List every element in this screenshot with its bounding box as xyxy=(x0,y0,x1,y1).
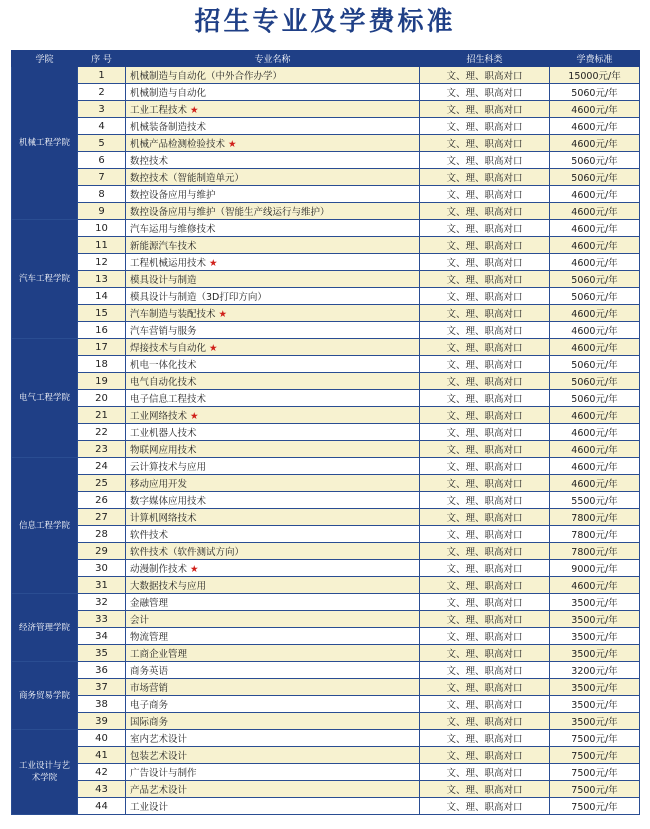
row-number: 43 xyxy=(78,781,126,798)
row-number: 10 xyxy=(78,220,126,237)
fee-cell: 7800元/年 xyxy=(550,526,640,543)
row-number: 3 xyxy=(78,101,126,118)
major-cell xyxy=(126,254,420,271)
major-cell xyxy=(126,84,420,101)
major-cell xyxy=(126,424,420,441)
major-name: 物流管理 xyxy=(130,632,169,643)
major-name: 物联网应用技术 xyxy=(130,445,197,456)
table-row xyxy=(12,594,640,611)
fee-cell: 5060元/年 xyxy=(550,152,640,169)
row-number: 44 xyxy=(78,798,126,815)
row-number: 14 xyxy=(78,288,126,305)
row-number: 8 xyxy=(78,186,126,203)
table-row xyxy=(12,152,640,169)
fee-cell: 5060元/年 xyxy=(550,84,640,101)
subjects-cell: 文、理、职高对口 xyxy=(420,526,550,543)
major-cell xyxy=(126,322,420,339)
fee-cell: 4600元/年 xyxy=(550,118,640,135)
major-name: 电子商务 xyxy=(130,700,169,711)
major-cell xyxy=(126,339,420,356)
major-name: 数控设备应用与维护 xyxy=(130,190,216,201)
row-number: 34 xyxy=(78,628,126,645)
star-icon: ★ xyxy=(190,564,199,575)
row-number: 22 xyxy=(78,424,126,441)
major-name: 电子信息工程技术 xyxy=(130,394,207,405)
major-cell xyxy=(126,679,420,696)
page-title: 招生专业及学费标准 xyxy=(194,7,456,37)
row-number: 13 xyxy=(78,271,126,288)
row-number: 21 xyxy=(78,407,126,424)
major-name: 数控技术 xyxy=(130,156,169,167)
row-number: 37 xyxy=(78,679,126,696)
table-row xyxy=(12,135,640,152)
fee-cell: 3500元/年 xyxy=(550,713,640,730)
fee-cell: 4600元/年 xyxy=(550,186,640,203)
major-name: 机电一体化技术 xyxy=(130,360,197,371)
header-major: 专业名称 xyxy=(126,51,420,67)
row-number: 40 xyxy=(78,730,126,747)
major-cell xyxy=(126,186,420,203)
major-cell xyxy=(126,747,420,764)
row-number: 12 xyxy=(78,254,126,271)
major-cell xyxy=(126,390,420,407)
major-cell xyxy=(126,645,420,662)
major-name: 模具设计与制造 xyxy=(130,275,197,286)
subjects-cell: 文、理、职高对口 xyxy=(420,322,550,339)
table-row xyxy=(12,305,640,322)
major-cell xyxy=(126,611,420,628)
subjects-cell: 文、理、职高对口 xyxy=(420,696,550,713)
major-cell xyxy=(126,356,420,373)
table-row xyxy=(12,84,640,101)
subjects-cell: 文、理、职高对口 xyxy=(420,118,550,135)
major-name: 机械装备制造技术 xyxy=(130,122,207,133)
fee-cell: 7500元/年 xyxy=(550,781,640,798)
table-row xyxy=(12,543,640,560)
major-name: 软件技术 xyxy=(130,530,169,541)
subjects-cell: 文、理、职高对口 xyxy=(420,339,550,356)
subjects-cell: 文、理、职高对口 xyxy=(420,424,550,441)
fee-cell: 3500元/年 xyxy=(550,679,640,696)
subjects-cell: 文、理、职高对口 xyxy=(420,288,550,305)
row-number: 5 xyxy=(78,135,126,152)
row-number: 28 xyxy=(78,526,126,543)
fee-cell: 4600元/年 xyxy=(550,305,640,322)
fee-cell: 4600元/年 xyxy=(550,441,640,458)
major-cell xyxy=(126,594,420,611)
subjects-cell: 文、理、职高对口 xyxy=(420,679,550,696)
major-name: 工业工程技术 xyxy=(130,105,188,116)
table-row xyxy=(12,645,640,662)
star-icon: ★ xyxy=(190,105,199,116)
major-cell xyxy=(126,373,420,390)
table-row xyxy=(12,526,640,543)
row-number: 17 xyxy=(78,339,126,356)
fee-cell: 5500元/年 xyxy=(550,492,640,509)
major-cell xyxy=(126,492,420,509)
table-row xyxy=(12,237,640,254)
row-number: 15 xyxy=(78,305,126,322)
fee-cell: 3500元/年 xyxy=(550,594,640,611)
subjects-cell: 文、理、职高对口 xyxy=(420,390,550,407)
major-cell xyxy=(126,237,420,254)
fee-cell: 5060元/年 xyxy=(550,169,640,186)
fee-cell: 15000元/年 xyxy=(550,67,640,84)
subjects-cell: 文、理、职高对口 xyxy=(420,492,550,509)
major-name: 大数据技术与应用 xyxy=(130,581,207,592)
fee-cell: 5060元/年 xyxy=(550,373,640,390)
major-cell xyxy=(126,628,420,645)
table-row xyxy=(12,118,640,135)
major-name: 云计算技术与应用 xyxy=(130,462,207,473)
major-cell xyxy=(126,101,420,118)
subjects-cell: 文、理、职高对口 xyxy=(420,305,550,322)
subjects-cell: 文、理、职高对口 xyxy=(420,237,550,254)
college-cell: 机械工程学院 xyxy=(12,67,78,220)
subjects-cell: 文、理、职高对口 xyxy=(420,713,550,730)
major-cell xyxy=(126,271,420,288)
row-number: 25 xyxy=(78,475,126,492)
major-name: 计算机网络技术 xyxy=(130,513,197,524)
major-name: 数字媒体应用技术 xyxy=(130,496,207,507)
table-row xyxy=(12,288,640,305)
fee-cell: 4600元/年 xyxy=(550,424,640,441)
fee-cell: 7500元/年 xyxy=(550,747,640,764)
table-row xyxy=(12,730,640,747)
row-number: 6 xyxy=(78,152,126,169)
row-number: 39 xyxy=(78,713,126,730)
row-number: 33 xyxy=(78,611,126,628)
college-cell: 电气工程学院 xyxy=(12,339,78,458)
subjects-cell: 文、理、职高对口 xyxy=(420,254,550,271)
subjects-cell: 文、理、职高对口 xyxy=(420,798,550,815)
table-row xyxy=(12,662,640,679)
table-body xyxy=(12,67,640,815)
fee-cell: 4600元/年 xyxy=(550,254,640,271)
row-number: 18 xyxy=(78,356,126,373)
table-row xyxy=(12,373,640,390)
row-number: 42 xyxy=(78,764,126,781)
table-row xyxy=(12,407,640,424)
table-row xyxy=(12,696,640,713)
major-cell xyxy=(126,730,420,747)
major-name: 移动应用开发 xyxy=(130,479,188,490)
major-name: 工业机器人技术 xyxy=(130,428,197,439)
fee-cell: 4600元/年 xyxy=(550,577,640,594)
subjects-cell: 文、理、职高对口 xyxy=(420,645,550,662)
table-row xyxy=(12,509,640,526)
major-name: 数控设备应用与维护（智能生产线运行与维护） xyxy=(130,207,330,218)
fee-cell: 7500元/年 xyxy=(550,764,640,781)
major-name: 模具设计与制造（3D打印方向） xyxy=(130,292,267,303)
row-number: 2 xyxy=(78,84,126,101)
college-cell: 汽车工程学院 xyxy=(12,220,78,339)
major-name: 工程机械运用技术 xyxy=(130,258,207,269)
table-row xyxy=(12,339,640,356)
table-row xyxy=(12,356,640,373)
subjects-cell: 文、理、职高对口 xyxy=(420,271,550,288)
major-name: 商务英语 xyxy=(130,666,169,677)
major-cell xyxy=(126,577,420,594)
college-cell: 经济管理学院 xyxy=(12,594,78,662)
star-icon: ★ xyxy=(190,411,199,422)
major-name: 工业设计 xyxy=(130,802,169,813)
table-row xyxy=(12,679,640,696)
table-row xyxy=(12,560,640,577)
fee-cell: 4600元/年 xyxy=(550,407,640,424)
table-row xyxy=(12,492,640,509)
fee-cell: 4600元/年 xyxy=(550,135,640,152)
tuition-table xyxy=(11,50,640,815)
major-name: 广告设计与制作 xyxy=(130,768,197,779)
major-cell xyxy=(126,135,420,152)
row-number: 20 xyxy=(78,390,126,407)
major-name: 动漫制作技术 xyxy=(130,564,188,575)
subjects-cell: 文、理、职高对口 xyxy=(420,135,550,152)
fee-cell: 4600元/年 xyxy=(550,322,640,339)
fee-cell: 5060元/年 xyxy=(550,271,640,288)
major-name: 产品艺术设计 xyxy=(130,785,188,796)
row-number: 24 xyxy=(78,458,126,475)
row-number: 9 xyxy=(78,203,126,220)
subjects-cell: 文、理、职高对口 xyxy=(420,441,550,458)
star-icon: ★ xyxy=(218,309,228,320)
row-number: 19 xyxy=(78,373,126,390)
row-number: 27 xyxy=(78,509,126,526)
major-cell xyxy=(126,118,420,135)
major-cell xyxy=(126,781,420,798)
star-icon: ★ xyxy=(228,139,237,150)
table-row xyxy=(12,186,640,203)
table-row xyxy=(12,475,640,492)
subjects-cell: 文、理、职高对口 xyxy=(420,356,550,373)
table-row xyxy=(12,424,640,441)
major-name: 市场营销 xyxy=(130,683,169,694)
major-cell xyxy=(126,458,420,475)
major-name: 会计 xyxy=(130,615,150,626)
major-cell xyxy=(126,441,420,458)
table-row xyxy=(12,628,640,645)
table-row xyxy=(12,713,640,730)
row-number: 38 xyxy=(78,696,126,713)
row-number: 16 xyxy=(78,322,126,339)
major-cell xyxy=(126,220,420,237)
fee-cell: 3500元/年 xyxy=(550,628,640,645)
table-row xyxy=(12,747,640,764)
subjects-cell: 文、理、职高对口 xyxy=(420,373,550,390)
header-subjects: 招生科类 xyxy=(420,51,550,67)
major-name: 汽车营销与服务 xyxy=(130,326,197,337)
row-number: 31 xyxy=(78,577,126,594)
table-row xyxy=(12,764,640,781)
fee-cell: 3500元/年 xyxy=(550,611,640,628)
table-row xyxy=(12,322,640,339)
table-row xyxy=(12,67,640,84)
fee-cell: 7500元/年 xyxy=(550,798,640,815)
subjects-cell: 文、理、职高对口 xyxy=(420,220,550,237)
major-cell xyxy=(126,696,420,713)
table-row xyxy=(12,390,640,407)
row-number: 41 xyxy=(78,747,126,764)
major-name: 包装艺术设计 xyxy=(130,751,188,762)
major-cell xyxy=(126,305,420,322)
subjects-cell: 文、理、职高对口 xyxy=(420,458,550,475)
major-name: 室内艺术设计 xyxy=(130,734,188,745)
row-number: 30 xyxy=(78,560,126,577)
fee-cell: 5060元/年 xyxy=(550,288,640,305)
fee-cell: 7500元/年 xyxy=(550,730,640,747)
subjects-cell: 文、理、职高对口 xyxy=(420,781,550,798)
fee-cell: 5060元/年 xyxy=(550,356,640,373)
major-cell xyxy=(126,475,420,492)
row-number: 29 xyxy=(78,543,126,560)
subjects-cell: 文、理、职高对口 xyxy=(420,84,550,101)
row-number: 26 xyxy=(78,492,126,509)
college-cell: 商务贸易学院 xyxy=(12,662,78,730)
subjects-cell: 文、理、职高对口 xyxy=(420,101,550,118)
star-icon: ★ xyxy=(209,258,218,269)
major-cell xyxy=(126,152,420,169)
row-number: 4 xyxy=(78,118,126,135)
major-cell xyxy=(126,509,420,526)
major-cell xyxy=(126,67,420,84)
major-name: 数控技术（智能制造单元） xyxy=(130,173,245,184)
row-number: 35 xyxy=(78,645,126,662)
row-number: 32 xyxy=(78,594,126,611)
fee-cell: 5060元/年 xyxy=(550,390,640,407)
college-cell: 工业设计与艺术学院 xyxy=(12,730,78,815)
fee-cell: 4600元/年 xyxy=(550,101,640,118)
fee-cell: 4600元/年 xyxy=(550,475,640,492)
fee-cell: 4600元/年 xyxy=(550,203,640,220)
major-name: 国际商务 xyxy=(130,717,169,728)
subjects-cell: 文、理、职高对口 xyxy=(420,509,550,526)
major-cell xyxy=(126,526,420,543)
table-row xyxy=(12,271,640,288)
subjects-cell: 文、理、职高对口 xyxy=(420,543,550,560)
subjects-cell: 文、理、职高对口 xyxy=(420,203,550,220)
major-cell xyxy=(126,662,420,679)
row-number: 7 xyxy=(78,169,126,186)
major-cell xyxy=(126,407,420,424)
major-name: 新能源汽车技术 xyxy=(130,241,197,252)
fee-cell: 4600元/年 xyxy=(550,458,640,475)
subjects-cell: 文、理、职高对口 xyxy=(420,475,550,492)
major-name: 汽车运用与维修技术 xyxy=(130,224,216,235)
subjects-cell: 文、理、职高对口 xyxy=(420,67,550,84)
subjects-cell: 文、理、职高对口 xyxy=(420,764,550,781)
subjects-cell: 文、理、职高对口 xyxy=(420,577,550,594)
table-row xyxy=(12,169,640,186)
row-number: 23 xyxy=(78,441,126,458)
table-row xyxy=(12,577,640,594)
subjects-cell: 文、理、职高对口 xyxy=(420,407,550,424)
major-cell xyxy=(126,169,420,186)
major-cell xyxy=(126,713,420,730)
fee-cell: 3500元/年 xyxy=(550,645,640,662)
table-row xyxy=(12,611,640,628)
table-row xyxy=(12,781,640,798)
major-cell xyxy=(126,288,420,305)
major-cell xyxy=(126,560,420,577)
subjects-cell: 文、理、职高对口 xyxy=(420,594,550,611)
row-number: 11 xyxy=(78,237,126,254)
major-name: 工业网络技术 xyxy=(130,411,188,422)
table-row xyxy=(12,458,640,475)
subjects-cell: 文、理、职高对口 xyxy=(420,730,550,747)
major-cell xyxy=(126,798,420,815)
fee-cell: 9000元/年 xyxy=(550,560,640,577)
major-cell xyxy=(126,764,420,781)
row-number: 36 xyxy=(78,662,126,679)
subjects-cell: 文、理、职高对口 xyxy=(420,747,550,764)
header-number: 序 号 xyxy=(78,51,126,67)
fee-cell: 4600元/年 xyxy=(550,339,640,356)
table-row xyxy=(12,441,640,458)
fee-cell: 4600元/年 xyxy=(550,220,640,237)
subjects-cell: 文、理、职高对口 xyxy=(420,662,550,679)
major-cell xyxy=(126,543,420,560)
subjects-cell: 文、理、职高对口 xyxy=(420,186,550,203)
major-name: 工商企业管理 xyxy=(130,649,188,660)
row-number: 1 xyxy=(78,67,126,84)
fee-cell: 4600元/年 xyxy=(550,237,640,254)
table-header-row xyxy=(12,51,640,67)
table-row xyxy=(12,220,640,237)
subjects-cell: 文、理、职高对口 xyxy=(420,169,550,186)
subjects-cell: 文、理、职高对口 xyxy=(420,628,550,645)
major-name: 汽车制造与装配技术 xyxy=(130,309,216,320)
fee-cell: 7800元/年 xyxy=(550,543,640,560)
table-row xyxy=(12,101,640,118)
major-name: 电气自动化技术 xyxy=(130,377,197,388)
subjects-cell: 文、理、职高对口 xyxy=(420,560,550,577)
fee-cell: 3500元/年 xyxy=(550,696,640,713)
major-name: 机械制造与自动化 xyxy=(130,88,207,99)
fee-cell: 3200元/年 xyxy=(550,662,640,679)
major-name: 机械制造与自动化（中外合作办学） xyxy=(130,71,283,82)
subjects-cell: 文、理、职高对口 xyxy=(420,611,550,628)
table-row xyxy=(12,798,640,815)
table-row xyxy=(12,203,640,220)
major-name: 焊接技术与自动化 xyxy=(130,343,207,354)
subjects-cell: 文、理、职高对口 xyxy=(420,152,550,169)
header-fee: 学费标准 xyxy=(550,51,640,67)
major-name: 软件技术（软件测试方向） xyxy=(130,547,245,558)
major-cell xyxy=(126,203,420,220)
major-name: 机械产品检测检验技术 xyxy=(130,139,226,150)
college-cell: 信息工程学院 xyxy=(12,458,78,594)
major-name: 金融管理 xyxy=(130,598,169,609)
fee-cell: 7800元/年 xyxy=(550,509,640,526)
table-row xyxy=(12,254,640,271)
header-college: 学院 xyxy=(12,51,78,67)
star-icon: ★ xyxy=(209,343,218,354)
